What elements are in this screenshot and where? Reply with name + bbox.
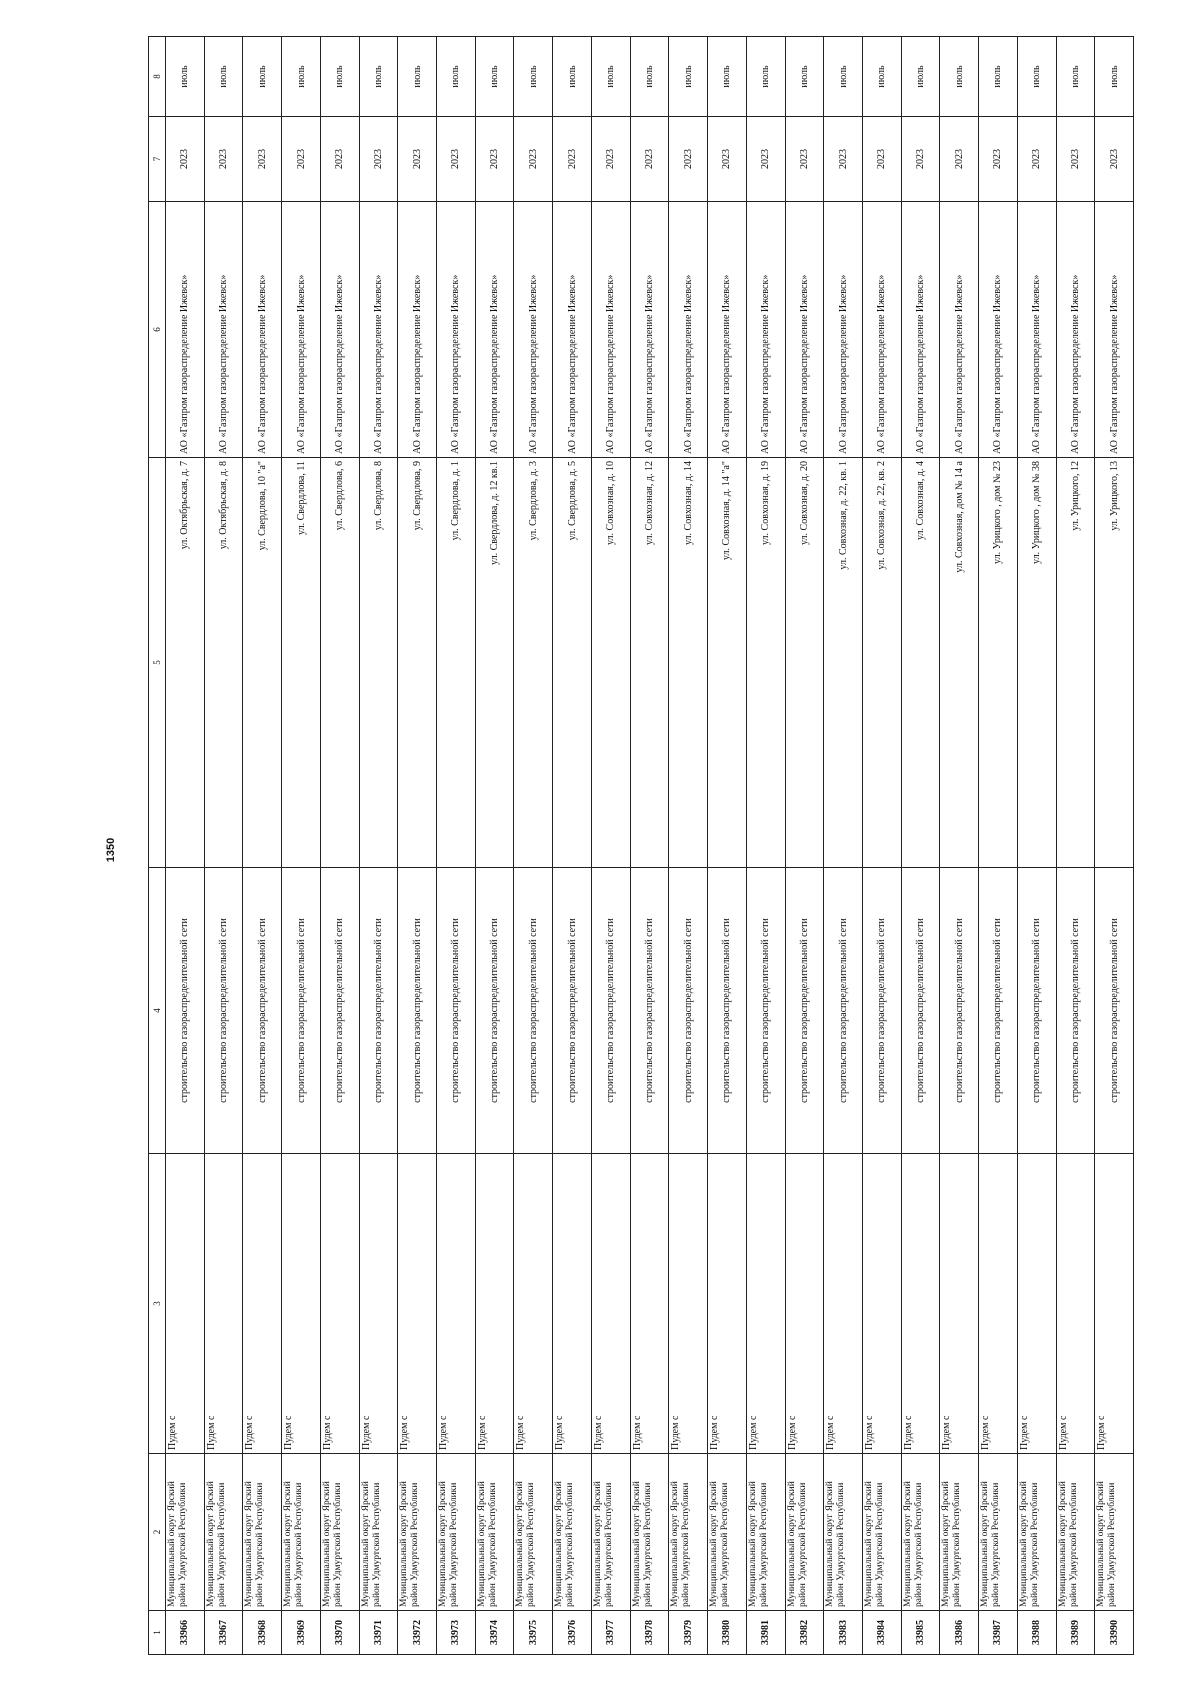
settlement-cell: Пудем с — [1017, 1154, 1056, 1454]
municipality-cell: Муниципальный округ Ярский район Удмуртской Республики — [862, 1454, 901, 1611]
operator-cell: АО «Газпром газораспределение Ижевск» — [940, 202, 979, 458]
month-cell: июль — [1056, 37, 1095, 117]
year-cell: 2023 — [746, 117, 785, 202]
operator-cell: АО «Газпром газораспределение Ижевск» — [669, 202, 708, 458]
operator-cell: АО «Газпром газораспределение Ижевск» — [862, 202, 901, 458]
work-type-cell: строительство газораспределительной сети — [862, 868, 901, 1154]
year-cell: 2023 — [553, 117, 592, 202]
year-cell: 2023 — [204, 117, 243, 202]
column-number-header: 6 — [149, 202, 166, 458]
address-cell: ул. Свердлова, д. 5 — [553, 458, 592, 868]
month-cell: июль — [1095, 37, 1134, 117]
address-cell: ул. Совхозная, д. 22, кв. 1 — [824, 458, 863, 868]
row-id-cell: 33983 — [824, 1611, 863, 1655]
settlement-cell: Пудем с — [824, 1154, 863, 1454]
settlement-cell: Пудем с — [708, 1154, 747, 1454]
operator-cell: АО «Газпром газораспределение Ижевск» — [475, 202, 514, 458]
year-cell: 2023 — [320, 117, 359, 202]
work-type-cell: строительство газораспределительной сети — [1056, 868, 1095, 1154]
operator-cell: АО «Газпром газораспределение Ижевск» — [437, 202, 476, 458]
rotated-table-container — [148, 37, 1134, 1655]
settlement-cell: Пудем с — [785, 1154, 824, 1454]
municipality-cell: Муниципальный округ Ярский район Удмуртской Республики — [359, 1454, 398, 1611]
settlement-cell: Пудем с — [1056, 1154, 1095, 1454]
table-row — [746, 37, 785, 1655]
municipality-cell: Муниципальный округ Ярский район Удмуртской Республики — [824, 1454, 863, 1611]
table-row — [437, 37, 476, 1655]
operator-cell: АО «Газпром газораспределение Ижевск» — [979, 202, 1018, 458]
settlement-cell: Пудем с — [630, 1154, 669, 1454]
row-id-cell: 33971 — [359, 1611, 398, 1655]
address-cell: ул. Совхозная, д. 10 — [591, 458, 630, 868]
year-cell: 2023 — [282, 117, 321, 202]
address-cell: ул. Свердлова, д. 1 — [437, 458, 476, 868]
municipality-cell: Муниципальный округ Ярский район Удмуртской Республики — [630, 1454, 669, 1611]
work-type-cell: строительство газораспределительной сети — [669, 868, 708, 1154]
row-id-cell: 33968 — [243, 1611, 282, 1655]
row-id-cell: 33981 — [746, 1611, 785, 1655]
column-number-row — [149, 37, 166, 1655]
row-id-cell: 33988 — [1017, 1611, 1056, 1655]
month-cell: июль — [940, 37, 979, 117]
month-cell: июль — [514, 37, 553, 117]
operator-cell: АО «Газпром газораспределение Ижевск» — [1056, 202, 1095, 458]
operator-cell: АО «Газпром газораспределение Ижевск» — [398, 202, 437, 458]
year-cell: 2023 — [475, 117, 514, 202]
row-id-cell: 33979 — [669, 1611, 708, 1655]
table-row — [862, 37, 901, 1655]
municipality-cell: Муниципальный округ Ярский район Удмуртской Республики — [204, 1454, 243, 1611]
row-id-cell: 33974 — [475, 1611, 514, 1655]
operator-cell: АО «Газпром газораспределение Ижевск» — [166, 202, 205, 458]
row-id-cell: 33976 — [553, 1611, 592, 1655]
settlement-cell: Пудем с — [901, 1154, 940, 1454]
settlement-cell: Пудем с — [514, 1154, 553, 1454]
page-number: 1350 — [105, 837, 118, 863]
month-cell: июль — [204, 37, 243, 117]
settlement-cell: Пудем с — [166, 1154, 205, 1454]
work-type-cell: строительство газораспределительной сети — [204, 868, 243, 1154]
column-number-header: 4 — [149, 868, 166, 1154]
table-row — [630, 37, 669, 1655]
month-cell: июль — [669, 37, 708, 117]
operator-cell: АО «Газпром газораспределение Ижевск» — [746, 202, 785, 458]
table-row — [940, 37, 979, 1655]
settlement-cell: Пудем с — [553, 1154, 592, 1454]
year-cell: 2023 — [1056, 117, 1095, 202]
row-id-cell: 33990 — [1095, 1611, 1134, 1655]
year-cell: 2023 — [824, 117, 863, 202]
table-row — [398, 37, 437, 1655]
year-cell: 2023 — [669, 117, 708, 202]
row-id-cell: 33977 — [591, 1611, 630, 1655]
settlement-cell: Пудем с — [204, 1154, 243, 1454]
settlement-cell: Пудем с — [940, 1154, 979, 1454]
column-number-header: 8 — [149, 37, 166, 117]
municipality-cell: Муниципальный округ Ярский район Удмуртской Республики — [282, 1454, 321, 1611]
table-row — [166, 37, 205, 1655]
municipality-cell: Муниципальный округ Ярский район Удмуртской Республики — [475, 1454, 514, 1611]
table-row — [475, 37, 514, 1655]
table-row — [708, 37, 747, 1655]
settlement-cell: Пудем с — [475, 1154, 514, 1454]
settlement-cell: Пудем с — [320, 1154, 359, 1454]
table-row — [1017, 37, 1056, 1655]
address-cell: ул. Совхозная, д. 4 — [901, 458, 940, 868]
year-cell: 2023 — [708, 117, 747, 202]
row-id-cell: 33985 — [901, 1611, 940, 1655]
table-row — [243, 37, 282, 1655]
row-id-cell: 33970 — [320, 1611, 359, 1655]
operator-cell: АО «Газпром газораспределение Ижевск» — [630, 202, 669, 458]
address-cell: ул. Совхозная, д. 14 — [669, 458, 708, 868]
month-cell: июль — [591, 37, 630, 117]
settlement-cell: Пудем с — [979, 1154, 1018, 1454]
municipality-cell: Муниципальный округ Ярский район Удмуртской Республики — [708, 1454, 747, 1611]
gasification-register-table — [148, 36, 1134, 1655]
work-type-cell: строительство газораспределительной сети — [979, 868, 1018, 1154]
municipality-cell: Муниципальный округ Ярский район Удмуртской Республики — [437, 1454, 476, 1611]
settlement-cell: Пудем с — [437, 1154, 476, 1454]
table-row — [282, 37, 321, 1655]
address-cell: ул. Урицкого , дом № 38 — [1017, 458, 1056, 868]
work-type-cell: строительство газораспределительной сети — [282, 868, 321, 1154]
address-cell: ул. Свердлова, 8 — [359, 458, 398, 868]
row-id-cell: 33984 — [862, 1611, 901, 1655]
operator-cell: АО «Газпром газораспределение Ижевск» — [282, 202, 321, 458]
row-id-cell: 33975 — [514, 1611, 553, 1655]
year-cell: 2023 — [514, 117, 553, 202]
address-cell: ул. Октябрьская, д. 7 — [166, 458, 205, 868]
work-type-cell: строительство газораспределительной сети — [1095, 868, 1134, 1154]
settlement-cell: Пудем с — [591, 1154, 630, 1454]
year-cell: 2023 — [437, 117, 476, 202]
work-type-cell: строительство газораспределительной сети — [437, 868, 476, 1154]
operator-cell: АО «Газпром газораспределение Ижевск» — [553, 202, 592, 458]
work-type-cell: строительство газораспределительной сети — [1017, 868, 1056, 1154]
month-cell: июль — [1017, 37, 1056, 117]
work-type-cell: строительство газораспределительной сети — [901, 868, 940, 1154]
settlement-cell: Пудем с — [669, 1154, 708, 1454]
month-cell: июль — [785, 37, 824, 117]
work-type-cell: строительство газораспределительной сети — [553, 868, 592, 1154]
work-type-cell: строительство газораспределительной сети — [398, 868, 437, 1154]
column-number-header: 1 — [149, 1611, 166, 1655]
year-cell: 2023 — [398, 117, 437, 202]
work-type-cell: строительство газораспределительной сети — [475, 868, 514, 1154]
settlement-cell: Пудем с — [1095, 1154, 1134, 1454]
work-type-cell: строительство газораспределительной сети — [166, 868, 205, 1154]
table-body — [166, 37, 1134, 1655]
municipality-cell: Муниципальный округ Ярский район Удмуртской Республики — [243, 1454, 282, 1611]
settlement-cell: Пудем с — [243, 1154, 282, 1454]
work-type-cell: строительство газораспределительной сети — [514, 868, 553, 1154]
address-cell: ул. Свердлова, 11 — [282, 458, 321, 868]
municipality-cell: Муниципальный округ Ярский район Удмуртской Республики — [1056, 1454, 1095, 1611]
work-type-cell: строительство газораспределительной сети — [824, 868, 863, 1154]
month-cell: июль — [282, 37, 321, 117]
address-cell: ул. Свердлова, 9 — [398, 458, 437, 868]
address-cell: ул. Урицкого, 12 — [1056, 458, 1095, 868]
address-cell: ул. Октябрьская, д. 8 — [204, 458, 243, 868]
operator-cell: АО «Газпром газораспределение Ижевск» — [901, 202, 940, 458]
work-type-cell: строительство газораспределительной сети — [591, 868, 630, 1154]
settlement-cell: Пудем с — [359, 1154, 398, 1454]
municipality-cell: Муниципальный округ Ярский район Удмуртской Республики — [166, 1454, 205, 1611]
row-id-cell: 33967 — [204, 1611, 243, 1655]
address-cell: ул. Свердлова, д. 12 кв.1 — [475, 458, 514, 868]
municipality-cell: Муниципальный округ Ярский район Удмуртской Республики — [553, 1454, 592, 1611]
column-number-header: 2 — [149, 1454, 166, 1611]
year-cell: 2023 — [243, 117, 282, 202]
year-cell: 2023 — [359, 117, 398, 202]
month-cell: июль — [320, 37, 359, 117]
year-cell: 2023 — [901, 117, 940, 202]
month-cell: июль — [901, 37, 940, 117]
year-cell: 2023 — [166, 117, 205, 202]
month-cell: июль — [630, 37, 669, 117]
work-type-cell: строительство газораспределительной сети — [940, 868, 979, 1154]
municipality-cell: Муниципальный округ Ярский район Удмуртской Республики — [979, 1454, 1018, 1611]
month-cell: июль — [398, 37, 437, 117]
table-row — [1056, 37, 1095, 1655]
table-row — [669, 37, 708, 1655]
table-row — [824, 37, 863, 1655]
year-cell: 2023 — [630, 117, 669, 202]
address-cell: ул. Урицкого , дом № 23 — [979, 458, 1018, 868]
work-type-cell: строительство газораспределительной сети — [243, 868, 282, 1154]
year-cell: 2023 — [979, 117, 1018, 202]
municipality-cell: Муниципальный округ Ярский район Удмуртской Республики — [320, 1454, 359, 1611]
work-type-cell: строительство газораспределительной сети — [708, 868, 747, 1154]
column-number-header: 5 — [149, 458, 166, 868]
municipality-cell: Муниципальный округ Ярский район Удмуртской Республики — [398, 1454, 437, 1611]
month-cell: июль — [979, 37, 1018, 117]
municipality-cell: Муниципальный округ Ярский район Удмуртской Республики — [669, 1454, 708, 1611]
operator-cell: АО «Газпром газораспределение Ижевск» — [320, 202, 359, 458]
municipality-cell: Муниципальный округ Ярский район Удмуртской Республики — [901, 1454, 940, 1611]
operator-cell: АО «Газпром газораспределение Ижевск» — [785, 202, 824, 458]
municipality-cell: Муниципальный округ Ярский район Удмуртской Республики — [746, 1454, 785, 1611]
municipality-cell: Муниципальный округ Ярский район Удмуртской Республики — [514, 1454, 553, 1611]
address-cell: ул. Совхозная, д. 12 — [630, 458, 669, 868]
month-cell: июль — [437, 37, 476, 117]
table-row — [901, 37, 940, 1655]
year-cell: 2023 — [785, 117, 824, 202]
month-cell: июль — [553, 37, 592, 117]
address-cell: ул. Урицкого, 13 — [1095, 458, 1134, 868]
month-cell: июль — [746, 37, 785, 117]
operator-cell: АО «Газпром газораспределение Ижевск» — [243, 202, 282, 458]
row-id-cell: 33969 — [282, 1611, 321, 1655]
table-row — [785, 37, 824, 1655]
year-cell: 2023 — [940, 117, 979, 202]
address-cell: ул. Совхозная, д. 22, кв. 2 — [862, 458, 901, 868]
table-row — [514, 37, 553, 1655]
work-type-cell: строительство газораспределительной сети — [746, 868, 785, 1154]
address-cell: ул. Свердлова, д. 3 — [514, 458, 553, 868]
table-row — [359, 37, 398, 1655]
municipality-cell: Муниципальный округ Ярский район Удмуртской Республики — [940, 1454, 979, 1611]
operator-cell: АО «Газпром газораспределение Ижевск» — [591, 202, 630, 458]
settlement-cell: Пудем с — [862, 1154, 901, 1454]
work-type-cell: строительство газораспределительной сети — [785, 868, 824, 1154]
municipality-cell: Муниципальный округ Ярский район Удмуртской Республики — [785, 1454, 824, 1611]
work-type-cell: строительство газораспределительной сети — [320, 868, 359, 1154]
address-cell: ул. Совхозная, д. 19 — [746, 458, 785, 868]
column-number-header: 3 — [149, 1154, 166, 1454]
work-type-cell: строительство газораспределительной сети — [630, 868, 669, 1154]
month-cell: июль — [166, 37, 205, 117]
operator-cell: АО «Газпром газораспределение Ижевск» — [708, 202, 747, 458]
address-cell: ул. Совхозная, д. 14 "а" — [708, 458, 747, 868]
year-cell: 2023 — [591, 117, 630, 202]
address-cell: ул. Совхозная, дом № 14 а — [940, 458, 979, 868]
month-cell: июль — [243, 37, 282, 117]
municipality-cell: Муниципальный округ Ярский район Удмуртской Республики — [1017, 1454, 1056, 1611]
address-cell: ул. Совхозная, д. 20 — [785, 458, 824, 868]
address-cell: ул. Свердлова, 10 "а" — [243, 458, 282, 868]
row-id-cell: 33987 — [979, 1611, 1018, 1655]
row-id-cell: 33982 — [785, 1611, 824, 1655]
row-id-cell: 33972 — [398, 1611, 437, 1655]
row-id-cell: 33973 — [437, 1611, 476, 1655]
settlement-cell: Пудем с — [746, 1154, 785, 1454]
row-id-cell: 33978 — [630, 1611, 669, 1655]
month-cell: июль — [359, 37, 398, 117]
month-cell: июль — [862, 37, 901, 117]
municipality-cell: Муниципальный округ Ярский район Удмуртской Республики — [591, 1454, 630, 1611]
year-cell: 2023 — [1095, 117, 1134, 202]
municipality-cell: Муниципальный округ Ярский район Удмуртской Республики — [1095, 1454, 1134, 1611]
column-number-header: 7 — [149, 117, 166, 202]
operator-cell: АО «Газпром газораспределение Ижевск» — [1017, 202, 1056, 458]
work-type-cell: строительство газораспределительной сети — [359, 868, 398, 1154]
table-row — [553, 37, 592, 1655]
row-id-cell: 33989 — [1056, 1611, 1095, 1655]
table-row — [979, 37, 1018, 1655]
table-row — [320, 37, 359, 1655]
year-cell: 2023 — [1017, 117, 1056, 202]
address-cell: ул. Свердлова, 6 — [320, 458, 359, 868]
operator-cell: АО «Газпром газораспределение Ижевск» — [824, 202, 863, 458]
month-cell: июль — [708, 37, 747, 117]
settlement-cell: Пудем с — [282, 1154, 321, 1454]
row-id-cell: 33966 — [166, 1611, 205, 1655]
row-id-cell: 33986 — [940, 1611, 979, 1655]
table-row — [1095, 37, 1134, 1655]
operator-cell: АО «Газпром газораспределение Ижевск» — [359, 202, 398, 458]
row-id-cell: 33980 — [708, 1611, 747, 1655]
operator-cell: АО «Газпром газораспределение Ижевск» — [204, 202, 243, 458]
year-cell: 2023 — [862, 117, 901, 202]
settlement-cell: Пудем с — [398, 1154, 437, 1454]
operator-cell: АО «Газпром газораспределение Ижевск» — [514, 202, 553, 458]
month-cell: июль — [475, 37, 514, 117]
month-cell: июль — [824, 37, 863, 117]
operator-cell: АО «Газпром газораспределение Ижевск» — [1095, 202, 1134, 458]
table-row — [204, 37, 243, 1655]
table-row — [591, 37, 630, 1655]
